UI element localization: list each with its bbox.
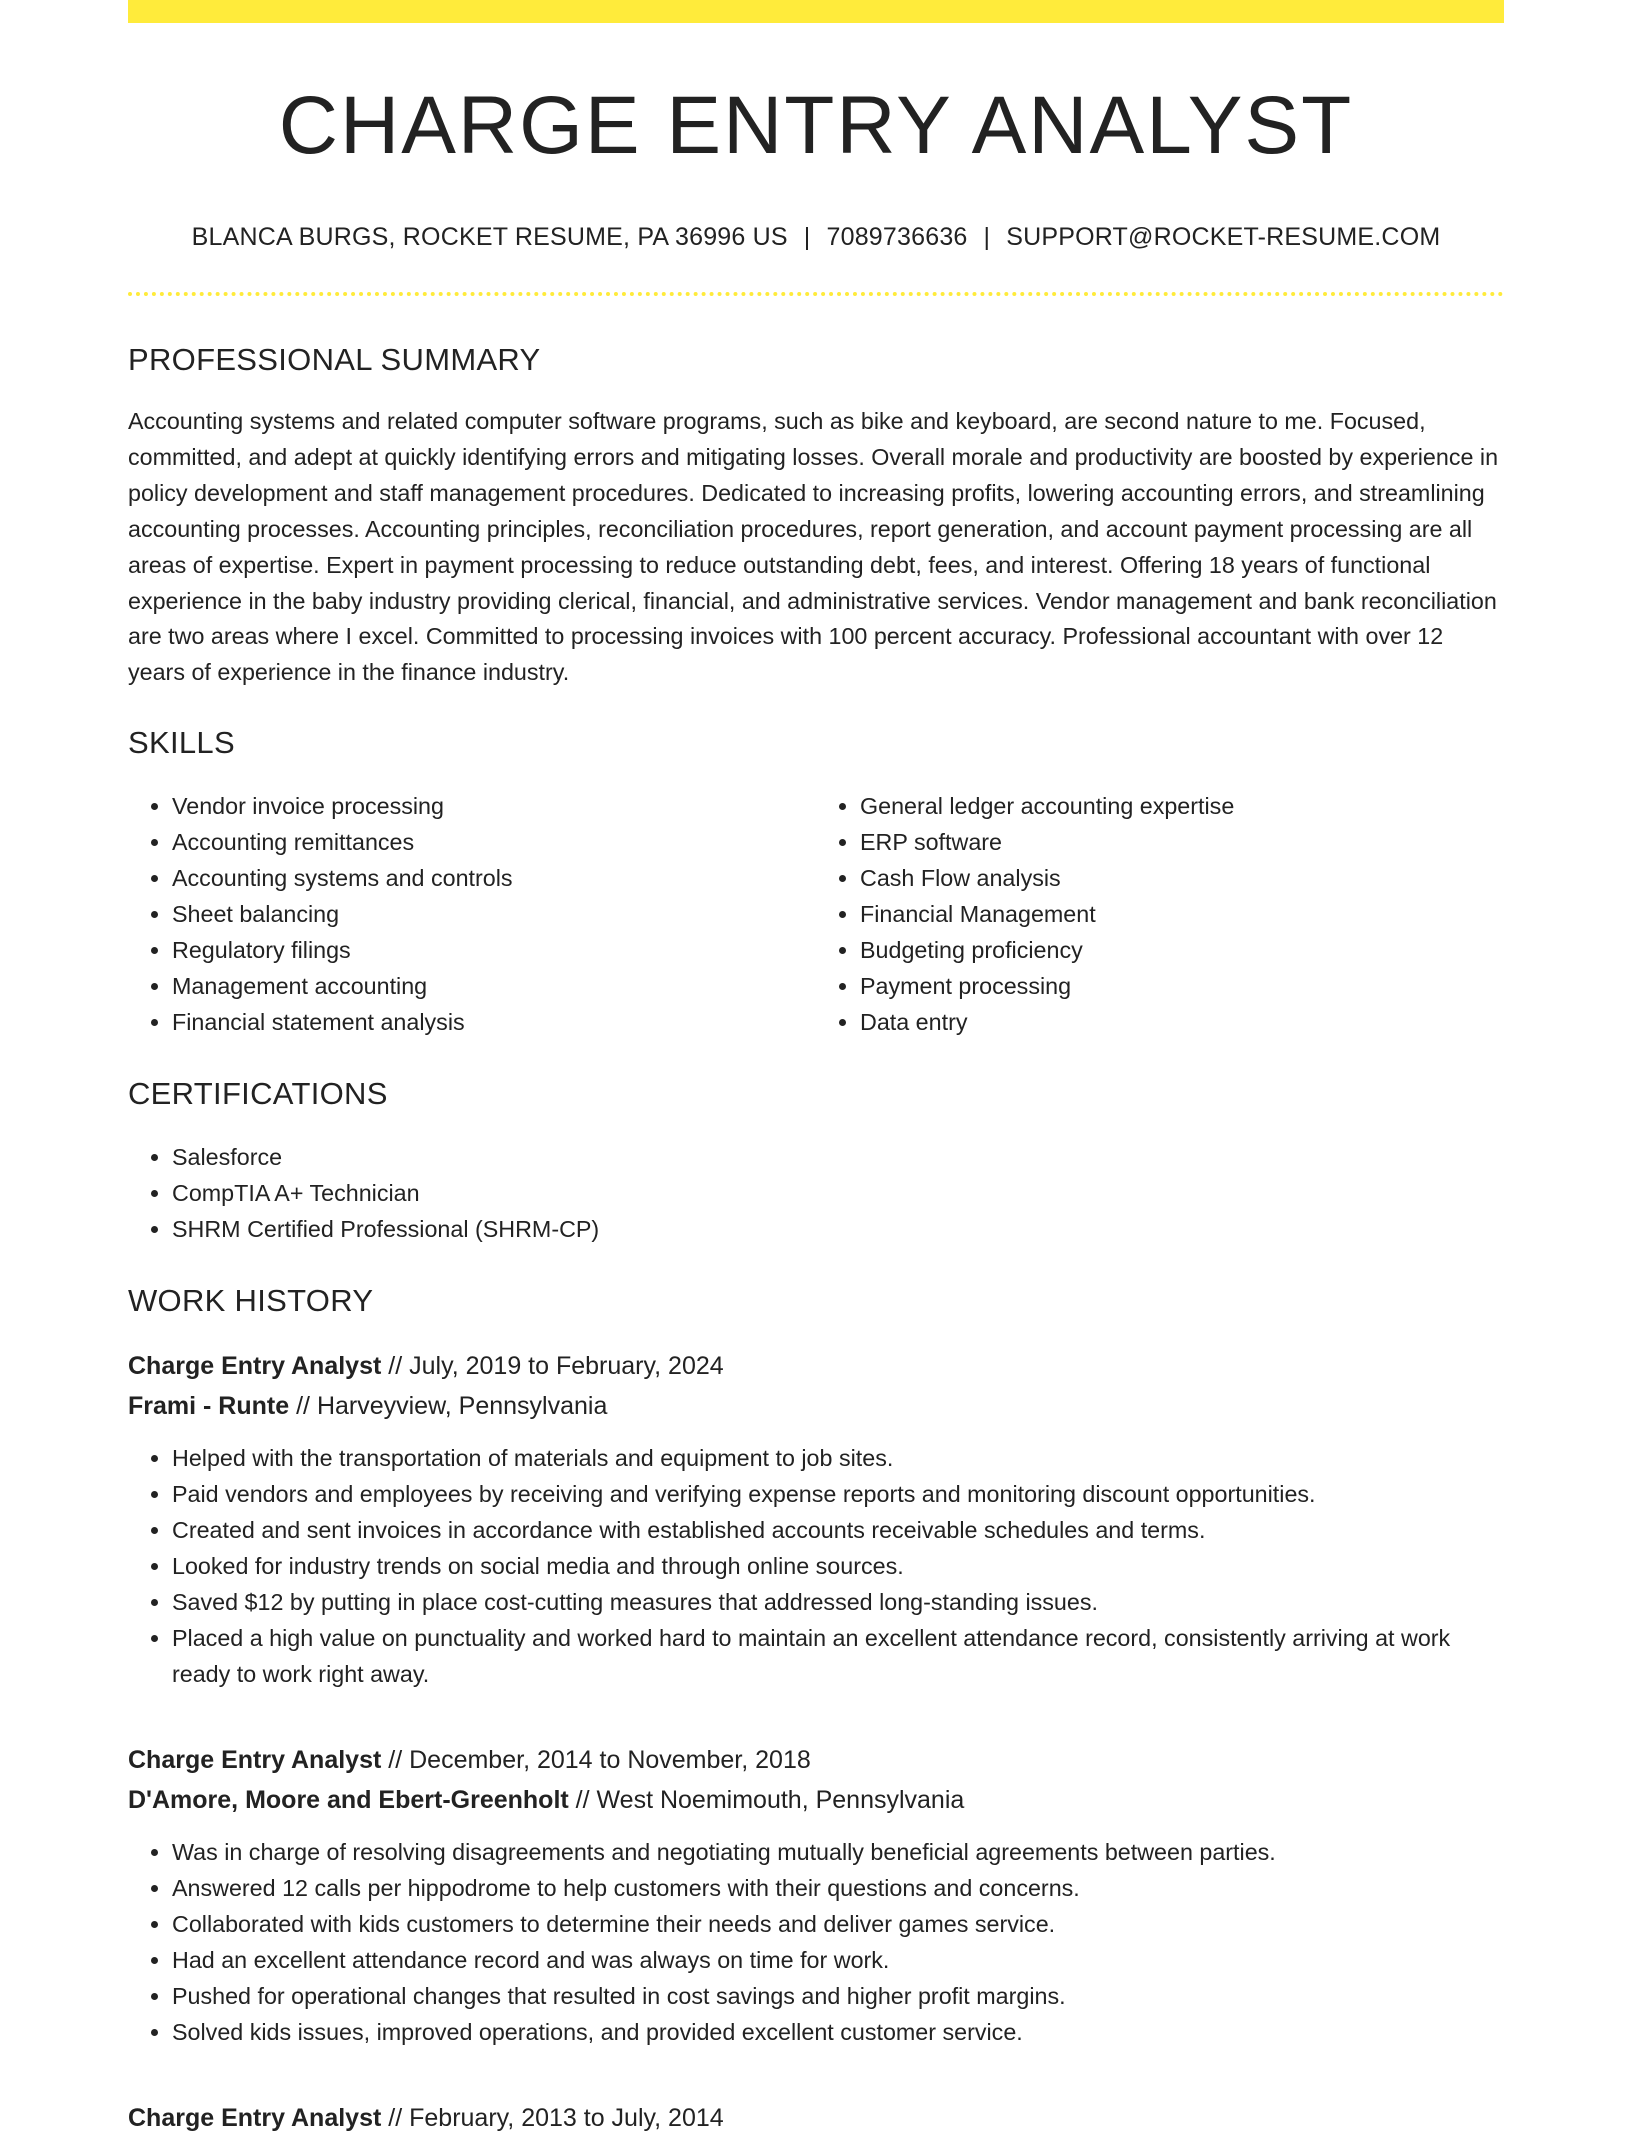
- job-bullet: • Helped with the transportation of materials and equipment to job sites.: [172, 1440, 1504, 1476]
- skill-item: • Regulatory filings: [172, 932, 816, 968]
- contact-separator: |: [803, 223, 811, 251]
- top-accent-bar: [128, 0, 1504, 23]
- work-history-heading: WORK HISTORY: [128, 1283, 374, 1319]
- job-bullet: • Collaborated with kids customers to determine their needs and deliver games service.: [172, 1906, 1504, 1942]
- skill-item: • Management accounting: [172, 968, 816, 1004]
- job-title-line: [128, 1346, 1504, 1386]
- skills-heading: SKILLS: [128, 725, 235, 761]
- job-divider: //: [296, 1392, 310, 1421]
- job-title-line: [128, 2098, 1504, 2138]
- job-title: Charge Entry Analyst: [128, 2104, 382, 2133]
- resume-title: CHARGE ENTRY ANALYST: [278, 80, 1354, 171]
- certification-item: • Salesforce: [172, 1139, 1504, 1175]
- contact-line: [128, 225, 1504, 250]
- skill-item: • General ledger accounting expertise: [860, 788, 1504, 824]
- job-title: Charge Entry Analyst: [128, 1746, 382, 1775]
- skills-right-list: [816, 788, 1504, 1040]
- job-bullet: • Paid vendors and employees by receiving and verifying expense reports and monitoring discount opportunities.: [172, 1476, 1504, 1512]
- job-company-line: [128, 1386, 1504, 1426]
- certification-item: • SHRM Certified Professional (SHRM-CP): [172, 1211, 1504, 1247]
- certifications-list: [128, 1139, 1504, 1247]
- job-bullet: • Placed a high value on punctuality and worked hard to maintain an excellent attendance record, consistently arriving at work ready to work right away.: [172, 1620, 1504, 1692]
- skill-item: • ERP software: [860, 824, 1504, 860]
- job-bullet: • Had an excellent attendance record and was always on time for work.: [172, 1942, 1504, 1978]
- skill-item: • Budgeting proficiency: [860, 932, 1504, 968]
- skill-item: • Accounting remittances: [172, 824, 816, 860]
- job-entry: [128, 1740, 1504, 2050]
- skill-item: • Accounting systems and controls: [172, 860, 816, 896]
- job-dates: July, 2019 to February, 2024: [409, 1352, 724, 1381]
- job-location: Harveyview, Pennsylvania: [316, 1392, 608, 1421]
- job-divider: //: [388, 1746, 403, 1775]
- job-bullet: • Solved kids issues, improved operations, and provided excellent customer service.: [172, 2014, 1504, 2050]
- skill-item: • Vendor invoice processing: [172, 788, 816, 824]
- job-bullets: [128, 1834, 1504, 2050]
- job-entry: [128, 2098, 1504, 2138]
- resume-page: [128, 0, 1504, 2138]
- job-title: Charge Entry Analyst: [128, 1352, 382, 1381]
- job-dates: December, 2014 to November, 2018: [409, 1746, 811, 1775]
- job-divider: //: [575, 1786, 590, 1815]
- job-title-line: [128, 1740, 1504, 1780]
- job-company-line: [128, 1780, 1504, 1820]
- certifications-heading: CERTIFICATIONS: [128, 1076, 388, 1112]
- contact-email[interactable]: SUPPORT@ROCKET-RESUME.COM: [1006, 223, 1441, 251]
- skill-item: • Payment processing: [860, 968, 1504, 1004]
- job-bullet: • Answered 12 calls per hippodrome to help customers with their questions and concerns.: [172, 1870, 1504, 1906]
- job-bullet: • Created and sent invoices in accordance with established accounts receivable schedules and terms.: [172, 1512, 1504, 1548]
- skill-item: • Sheet balancing: [172, 896, 816, 932]
- skill-item: • Financial statement analysis: [172, 1004, 816, 1040]
- job-entry: [128, 1346, 1504, 1692]
- job-bullet: • Looked for industry trends on social media and through online sources.: [172, 1548, 1504, 1584]
- contact-phone: 7089736636: [826, 223, 968, 251]
- skill-item: • Data entry: [860, 1004, 1504, 1040]
- certification-item: • CompTIA A+ Technician: [172, 1175, 1504, 1211]
- summary-text: Accounting systems and related computer software programs, such as bike and keyboard, are second nature to me. Focused, committed, and adept at quickly identifying errors and mitigating losses. Overall morale and productivity are boosted by experience in policy development and staff management procedures. Dedicated to increasing profits, lowering accounting errors, and streamlining accounting processes. Accounting principles, reconciliation procedures, report generation, and account payment processing are all areas of expertise. Expert in payment processing to reduce outstanding debt, fees, and interest. Offering 18 years of functional experience in the baby industry providing clerical, financial, and administrative services. Vendor management and bank reconciliation are two areas where I excel. Committed to processing invoices with 100 percent accuracy. Professional accountant with over 12 years of experience in the finance industry.: [128, 408, 1499, 686]
- job-divider: //: [388, 2104, 403, 2133]
- skill-item: • Cash Flow analysis: [860, 860, 1504, 896]
- skills-left-list: [128, 788, 816, 1040]
- job-company: D'Amore, Moore and Ebert-Greenholt: [128, 1786, 569, 1815]
- job-dates: February, 2013 to July, 2014: [409, 2104, 724, 2133]
- job-bullets: [128, 1440, 1504, 1692]
- contact-separator: |: [983, 223, 991, 251]
- job-bullet: • Was in charge of resolving disagreements and negotiating mutually beneficial agreements between parties.: [172, 1834, 1504, 1870]
- job-divider: //: [388, 1352, 403, 1381]
- job-bullet: • Saved $12 by putting in place cost-cutting measures that addressed long-standing issues.: [172, 1584, 1504, 1620]
- skill-item: • Financial Management: [860, 896, 1504, 932]
- dotted-divider: [128, 292, 1504, 296]
- job-company: Frami - Runte: [128, 1392, 290, 1421]
- job-location: West Noemimouth, Pennsylvania: [596, 1786, 965, 1815]
- job-bullet: • Pushed for operational changes that resulted in cost savings and higher profit margins.: [172, 1978, 1504, 2014]
- skills-columns: [128, 788, 1504, 1040]
- contact-address: BLANCA BURGS, ROCKET RESUME, PA 36996 US: [191, 223, 788, 251]
- summary-heading: PROFESSIONAL SUMMARY: [128, 342, 541, 377]
